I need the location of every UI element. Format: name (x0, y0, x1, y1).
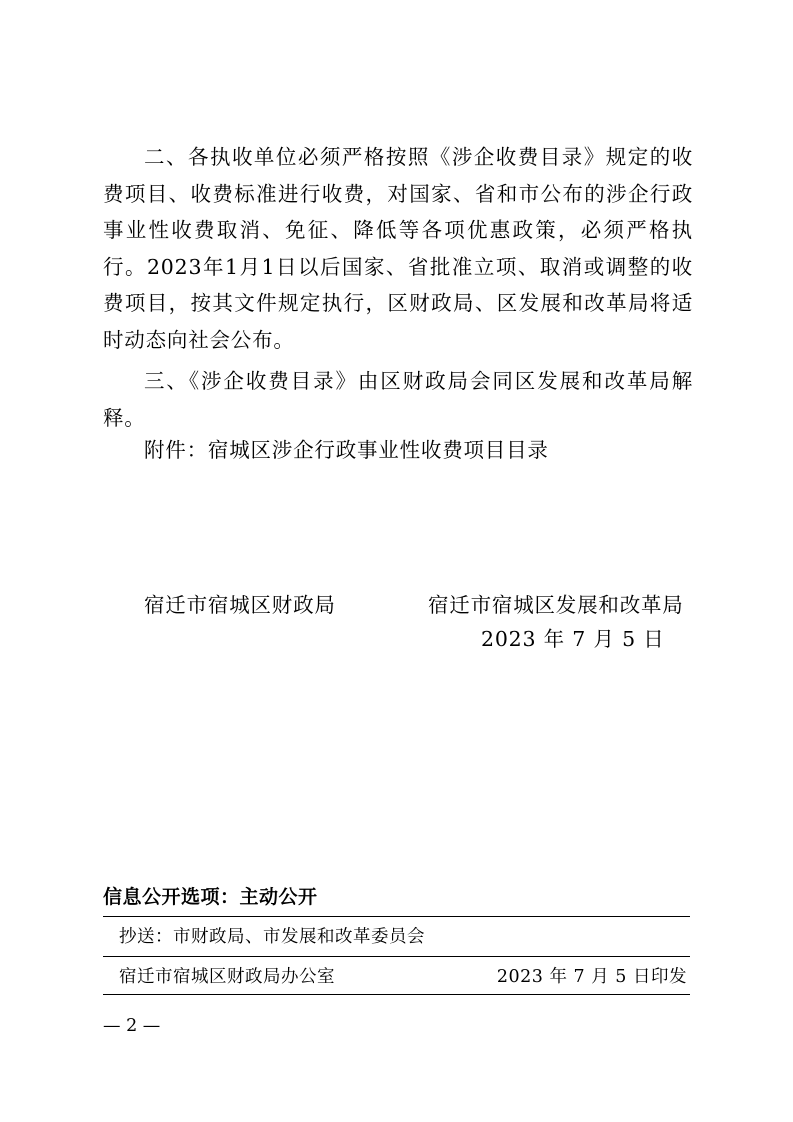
issuer-office: 宿迁市宿城区财政局办公室 (119, 967, 335, 987)
signature-org-finance: 宿迁市宿城区财政局 (144, 593, 336, 617)
footer-rule-bottom (103, 994, 690, 995)
cc-line: 抄送：市财政局、市发展和改革委员会 (119, 927, 425, 947)
signature-org-development: 宿迁市宿城区发展和改革局 (428, 593, 684, 617)
disclosure-option: 信息公开选项：主动公开 (103, 886, 318, 908)
attachment-line: 附件：宿城区涉企行政事业性收费项目目录 (144, 438, 549, 462)
signature-date: 2023 年 7 月 5 日 (481, 627, 665, 651)
page-number: — 2 — (103, 1016, 161, 1036)
body-paragraph-2: 二、各执收单位必须严格按照《涉企收费目录》规定的收费项目、收费标准进行收费，对国家、省和市公布的涉企行政事业性收费取消、免征、降低等各项优惠政策，必须严格执行。2023年1月1日以后国家、省批准立项、取消或调整的收费项目，按其文件规定执行，区财政局、区发展和改革局将适时动态向社会公布。 (103, 145, 693, 352)
footer-rule-middle (103, 956, 690, 957)
footer-rule-top (103, 916, 690, 917)
body-paragraph-3: 三、《涉企收费目录》由区财政局会同区发展和改革局解释。 (103, 369, 693, 430)
issue-date: 2023 年 7 月 5 日印发 (496, 967, 687, 987)
